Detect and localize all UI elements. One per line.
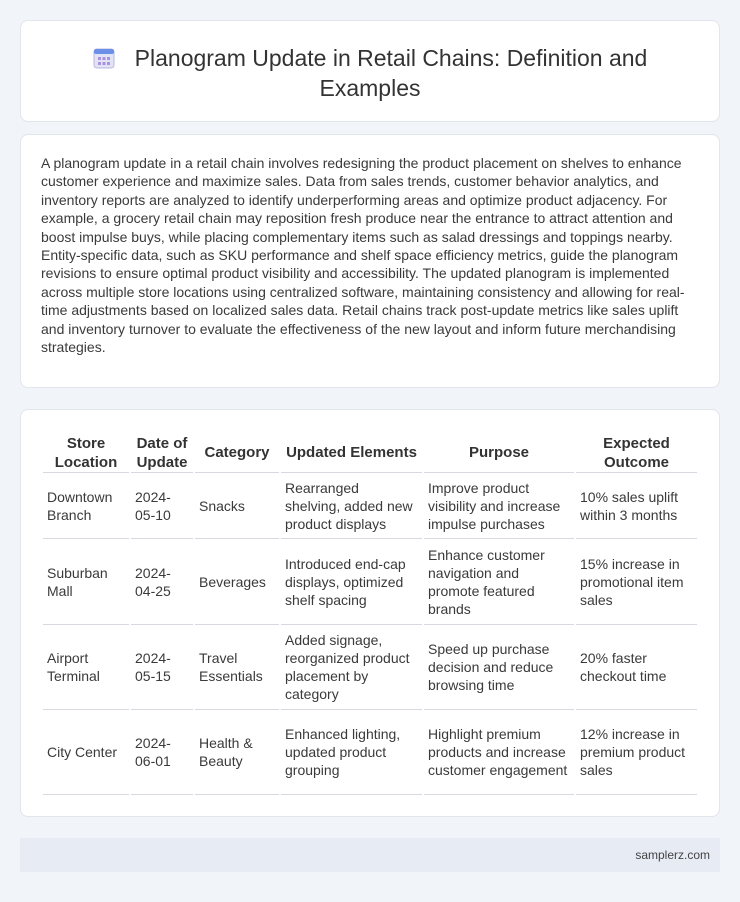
planogram-table bbox=[41, 433, 699, 795]
cell-expected-outcome: 10% sales uplift within 3 months bbox=[576, 473, 697, 539]
cell-category: Snacks bbox=[195, 473, 279, 539]
column-header-category: Category bbox=[195, 433, 279, 473]
cell-expected-outcome: 20% faster checkout time bbox=[576, 625, 697, 710]
cell-updated-elements: Added signage, reorganized product placement by category bbox=[281, 625, 422, 710]
table-card bbox=[20, 409, 720, 817]
cell-category: Travel Essentials bbox=[195, 625, 279, 710]
column-header-store-location: Store Location bbox=[43, 433, 129, 473]
cell-date-of-update: 2024-06-01 bbox=[131, 710, 193, 795]
cell-store-location: City Center bbox=[43, 710, 129, 795]
cell-category: Health & Beauty bbox=[195, 710, 279, 795]
cell-updated-elements: Introduced end-cap displays, optimized shelf spacing bbox=[281, 539, 422, 625]
footer-site-link[interactable]: samplerz.com bbox=[635, 848, 710, 862]
table-row bbox=[43, 625, 697, 710]
cell-expected-outcome: 15% increase in promotional item sales bbox=[576, 539, 697, 625]
table-row bbox=[43, 539, 697, 625]
table-header-row bbox=[43, 433, 697, 473]
cell-category: Beverages bbox=[195, 539, 279, 625]
cell-purpose: Highlight premium products and increase customer engagement bbox=[424, 710, 574, 795]
cell-date-of-update: 2024-05-10 bbox=[131, 473, 193, 539]
page-title bbox=[21, 43, 719, 103]
intro-paragraph: A planogram update in a retail chain involves redesigning the product placement on shelves to enhance customer experience and maximize sales. Data from sales trends, customer behavior analytics, and inventory reports are analyzed to identify underperforming areas and optimize product adjacency. For example, a grocery retail chain may reposition fresh produce near the entrance to attract attention and boost impulse buys, while placing complementary items such as salad dressings and toppings nearby. Entity-specific data, such as SKU performance and shelf space efficiency metrics, guide the planogram revisions to ensure optimal product visibility and accessibility. The updated planogram is implemented across multiple store locations using centralized software, maintaining consistency and allowing for real-time adjustments based on localized sales data. Retail chains track post-update metrics like sales uplift and inventory turnover to evaluate the effectiveness of the new layout and inform future merchandising strategies. bbox=[41, 155, 685, 356]
cell-date-of-update: 2024-04-25 bbox=[131, 539, 193, 625]
column-header-date-of-update: Date of Update bbox=[131, 433, 193, 473]
cell-store-location: Suburban Mall bbox=[43, 539, 129, 625]
cell-purpose: Improve product visibility and increase impulse purchases bbox=[424, 473, 574, 539]
cell-expected-outcome: 12% increase in premium product sales bbox=[576, 710, 697, 795]
cell-updated-elements: Rearranged shelving, added new product displays bbox=[281, 473, 422, 539]
table-row bbox=[43, 473, 697, 539]
calendar-icon bbox=[93, 47, 115, 69]
intro-card bbox=[20, 134, 720, 388]
cell-store-location: Airport Terminal bbox=[43, 625, 129, 710]
title-card bbox=[20, 20, 720, 122]
cell-purpose: Speed up purchase decision and reduce browsing time bbox=[424, 625, 574, 710]
column-header-updated-elements: Updated Elements bbox=[281, 433, 422, 473]
cell-store-location: Downtown Branch bbox=[43, 473, 129, 539]
cell-date-of-update: 2024-05-15 bbox=[131, 625, 193, 710]
cell-updated-elements: Enhanced lighting, updated product grouping bbox=[281, 710, 422, 795]
cell-purpose: Enhance customer navigation and promote featured brands bbox=[424, 539, 574, 625]
column-header-purpose: Purpose bbox=[424, 433, 574, 473]
column-header-expected-outcome: Expected Outcome bbox=[576, 433, 697, 473]
footer bbox=[20, 838, 720, 872]
table-row bbox=[43, 710, 697, 795]
page-title-text: Planogram Update in Retail Chains: Definition and Examples bbox=[134, 45, 648, 101]
